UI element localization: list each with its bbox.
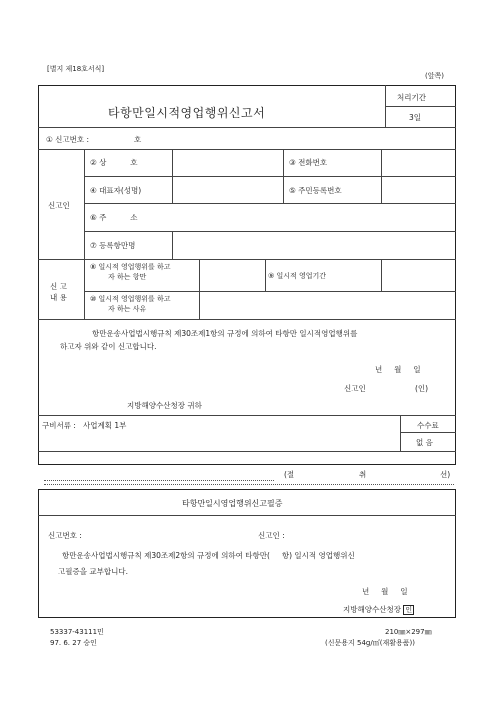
processing-period-label: 처리기간 <box>397 93 426 102</box>
resident-number-label: ⑤ 주민등록번호 <box>289 186 342 195</box>
cut-line-left <box>44 480 274 481</box>
declaration-date: 년 월 일 <box>375 365 421 374</box>
report-content-section-label: 신 고 내 용 <box>50 282 67 302</box>
form-title: 타항만일시적영업행위신고서 <box>108 106 266 120</box>
form-code: 53337-43111민 <box>50 628 104 636</box>
registered-port-label: ⑦ 등록항만명 <box>90 241 136 250</box>
fee-value: 없 음 <box>416 438 433 447</box>
trade-name-label: ② 상 호 <box>90 158 138 167</box>
reporter-seal: (인) <box>415 384 429 393</box>
certificate-seal: 인 <box>405 606 413 614</box>
address-label: ⑥ 주 소 <box>90 213 138 222</box>
cut-line-label-1: (절 <box>284 470 295 479</box>
certificate-body-line-1: 항만운송사업법시행규칙 제30조제2항의 규정에 의하여 타항만( 항) 일시적 영업행위신 <box>62 551 355 560</box>
front-page-label: (앞쪽) <box>425 72 444 80</box>
cut-line-label-3: 선) <box>440 470 451 479</box>
addressee: 지방해양수산청장 귀하 <box>127 401 202 410</box>
declaration-line-1: 항만운송사업법시행규칙 제30조제1항의 규정에 의하여 타항만 일시적영업행위를 <box>92 329 358 338</box>
report-number-suffix: 호 <box>134 135 142 144</box>
attachments-label: 구비서류 : 사업계획 1부 <box>42 421 127 430</box>
business-period-label: ⑨ 일시적 영업기간 <box>268 272 327 280</box>
report-number-label: ① 신고번호 : <box>46 135 89 144</box>
certificate-title: 타항만일시영업행위신고필증 <box>182 499 283 508</box>
certificate-number-label: 신고번호 : <box>48 531 82 540</box>
paper-size: 210㎜×297㎜ <box>385 628 432 636</box>
business-reason-label: ⑩ 일시적 영업행위를 하고 자 하는 사유 <box>90 295 171 313</box>
representative-label: ④ 대표자(성명) <box>90 186 142 195</box>
certificate-body-line-2: 고필증을 교부합니다. <box>58 567 128 576</box>
target-port-label: ⑧ 일시적 영업행위를 하고 자 하는 항만 <box>90 263 171 281</box>
cut-line-label-2: 취 <box>359 470 367 479</box>
phone-label: ③ 전화번호 <box>289 158 328 167</box>
certificate-date: 년 월 일 <box>362 587 408 596</box>
certificate-issuer: 지방해양수산청장 인 <box>343 605 413 614</box>
reporter-label: 신고인 <box>344 384 366 393</box>
processing-period-value: 3일 <box>409 113 422 122</box>
approval-date: 97. 6. 27 승인 <box>50 639 97 647</box>
certificate-reporter-label: 신고인 : <box>258 531 285 540</box>
paper-type: (신문용지 54g/㎡(재활용품)) <box>325 639 415 647</box>
fee-label: 수수료 <box>417 421 439 430</box>
cut-line <box>44 484 454 485</box>
applicant-section-label: 신고인 <box>48 201 70 210</box>
declaration-line-2: 하고자 위와 같이 신고합니다. <box>60 342 157 351</box>
form-reference: [별지 제18호서식] <box>47 65 105 73</box>
